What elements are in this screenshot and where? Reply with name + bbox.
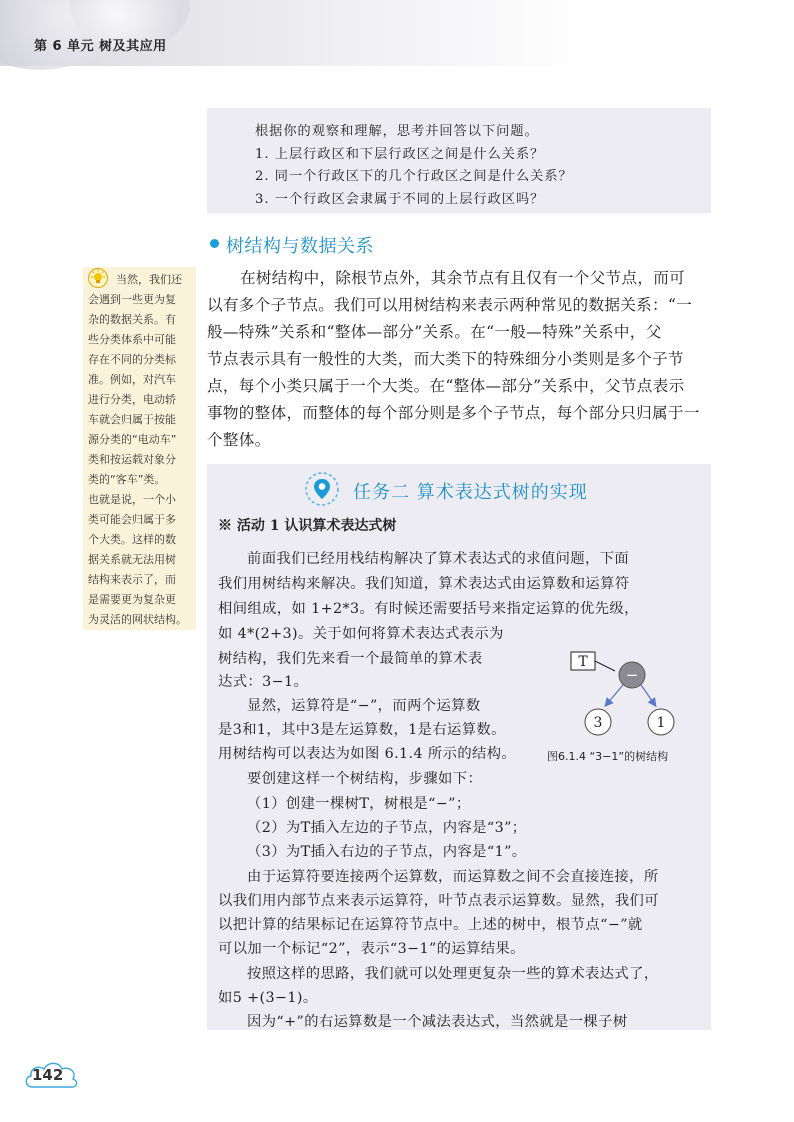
task-line: 以我们用内部节点来表示运算符，叶节点表示运算数。显然，我们可 [218, 893, 659, 909]
task-line: 按照这样的思路，我们就可以处理更复杂一些的算术表达式了， [247, 966, 659, 982]
tree-edge-right [641, 685, 655, 705]
body-line: 个整体。 [207, 431, 271, 449]
page-number: 142 [32, 1066, 64, 1084]
note-line: 是需要更为复杂更 [88, 593, 176, 606]
section-bullet-icon [210, 239, 219, 248]
note-line: 些分类体系中可能 [88, 333, 176, 346]
task-line: 前面我们已经用栈结构解决了算术表达式的求值问题，下面 [247, 551, 630, 567]
question-item: 1. 上层行政区和下层行政区之间是什么关系？ [255, 147, 545, 162]
note-line: 类和按运载对象分 [88, 453, 176, 466]
note-line: 类可能会归属于多 [88, 513, 176, 526]
tree-label: T [578, 654, 588, 670]
tree-left-label: 3 [593, 715, 603, 731]
note-line: 也就是说，一个小 [88, 493, 176, 506]
task-line: 以把计算的结果标记在运算符节点中。上述的树中，根节点“−”就 [218, 917, 643, 933]
task-line: 是3和1，其中3是左运算数，1是右运算数。 [218, 722, 506, 738]
body-line: 节点表示具有一般性的大类，而大类下的特殊细分小类则是多个子节 [207, 350, 684, 368]
note-line: 源分类的“电动车” [88, 433, 177, 446]
question-item: 2. 同一个行政区下的几个行政区之间是什么关系？ [255, 169, 573, 184]
note-line: 会遇到一些更为复 [88, 293, 176, 306]
task-line: 如5 +(3−1)。 [218, 990, 318, 1006]
tree-root-label: − [625, 666, 639, 684]
note-line: 个大类。这样的数 [88, 533, 176, 546]
lightbulb-icon [87, 267, 109, 289]
task-line: 显然，运算符是“−”，而两个运算数 [247, 698, 481, 714]
body-line: 在树结构中，除根节点外，其余节点有且仅有一个父节点，而可 [240, 269, 686, 287]
task-line: 由于运算符要连接两个运算数，而运算数之间不会直接连接，所 [247, 869, 659, 885]
body-line: 事物的整体，而整体的每个部分则是多个子节点，每个部分只归属于一 [207, 404, 700, 422]
tree-diagram [560, 645, 710, 745]
question-item: 3. 一个行政区会隶属于不同的上层行政区吗？ [255, 192, 545, 207]
task-line: 树结构，我们先来看一个最简单的算术表 [218, 651, 483, 667]
location-pin-icon [304, 471, 340, 507]
task-line: 我们用树结构来解决。我们知道，算术表达式由运算数和运算符 [218, 576, 630, 592]
questions-box [207, 108, 711, 213]
note-line: 车就会归属于按能 [88, 413, 176, 426]
task-line: 相间组成，如 1+2*3。有时候还需要括号来指定运算的优先级， [218, 601, 639, 617]
task-line: 可以加一个标记“2”，表示“3−1”的运算结果。 [218, 941, 525, 957]
questions-intro: 根据你的观察和理解，思考并回答以下问题。 [255, 124, 539, 139]
note-line: 为灵活的网状结构。 [88, 613, 187, 626]
note-line: 结构来表示了，而 [88, 573, 176, 586]
section-title: 树结构与数据关系 [226, 236, 374, 257]
side-note [83, 267, 196, 630]
note-line: 进行分类，电动轿 [88, 393, 176, 406]
figure-caption: 图6.1.4 “3−1”的树结构 [547, 750, 669, 763]
task-line: 要创建这样一个树结构，步骤如下： [247, 771, 483, 787]
tree-edge-left [606, 685, 623, 705]
note-line: 杂的数据关系。有 [88, 313, 176, 326]
body-line: 点，每个小类只属于一个大类。在“整体—部分”关系中，父节点表示 [207, 377, 685, 395]
tree-label-pointer [595, 661, 615, 671]
note-line: 准。例如，对汽车 [88, 373, 176, 386]
activity-heading: ※ 活动 1 认识算术表达式树 [218, 518, 397, 534]
task-line: 因为“+”的右运算数是一个减法表达式，当然就是一棵子树 [247, 1014, 628, 1030]
task-line: 达式：3−1。 [218, 674, 309, 690]
task-title: 任务二 算术表达式树的实现 [353, 482, 588, 503]
note-line: 类的“客车”类。 [88, 473, 166, 486]
body-line: 般—特殊”关系和“整体—部分”关系。在“一般—特殊”关系中，父 [207, 323, 662, 341]
task-line: （2）为T插入左边的子节点，内容是“3”； [247, 820, 527, 836]
note-line: 存在不同的分类标 [88, 353, 176, 366]
unit-title: 第 6 单元 树及其应用 [34, 39, 167, 54]
task-line: 如 4*(2+3)。关于如何将算术表达式表示为 [218, 626, 504, 642]
body-line: 以有多个子节点。我们可以用树结构来表示两种常见的数据关系：“一 [207, 296, 693, 314]
task-line: 用树结构可以表达为如图 6.1.4 所示的结构。 [218, 746, 517, 762]
note-line: 当然，我们还 [116, 273, 182, 286]
tree-right-label: 1 [656, 715, 666, 731]
task-line: （1）创建一棵树T，树根是“−”； [247, 796, 471, 812]
note-line: 据关系就无法用树 [88, 553, 176, 566]
task-line: （3）为T插入右边的子节点，内容是“1”。 [247, 844, 527, 860]
